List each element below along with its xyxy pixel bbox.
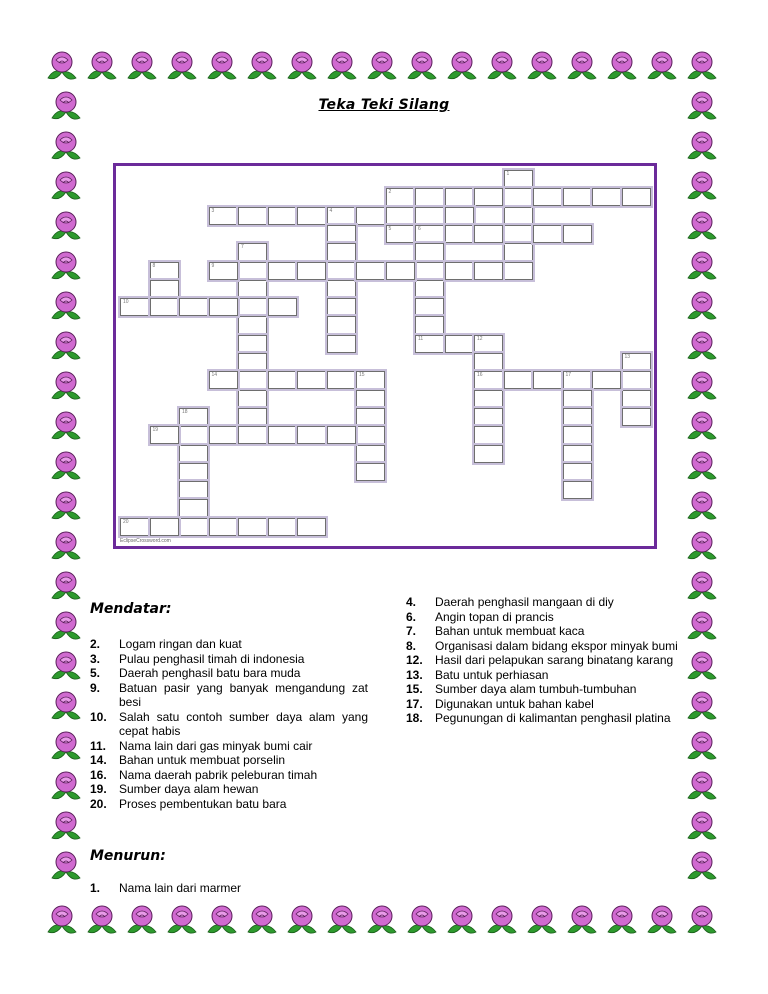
clue-text: Bahan untuk membuat kaca	[435, 624, 585, 638]
rose-icon	[284, 48, 320, 84]
rose-icon	[48, 688, 84, 724]
crossword-cell[interactable]	[563, 445, 592, 463]
rose-icon	[48, 408, 84, 444]
crossword-cell[interactable]	[445, 262, 474, 280]
crossword-cell[interactable]	[238, 243, 267, 261]
clue-number: 9.	[90, 680, 101, 695]
grid-credit: EclipseCrossword.com	[120, 538, 171, 544]
clue-number: 15.	[406, 682, 423, 696]
crossword-cell[interactable]	[327, 316, 356, 334]
crossword-cell[interactable]	[179, 426, 208, 444]
rose-icon	[48, 128, 84, 164]
clue-text: Daerah penghasil batu bara muda	[119, 666, 301, 680]
crossword-cell[interactable]	[150, 298, 179, 316]
rose-icon	[684, 208, 720, 244]
crossword-cell[interactable]	[327, 371, 356, 389]
crossword-cell[interactable]	[563, 390, 592, 408]
rose-icon	[684, 288, 720, 324]
down-heading: Menurun:	[90, 848, 166, 864]
clue-number: 6.	[406, 609, 417, 624]
crossword-cell[interactable]	[504, 225, 533, 243]
clue-number: 2.	[90, 637, 101, 651]
crossword-cell[interactable]	[474, 225, 503, 243]
clue-item	[406, 595, 678, 610]
rose-icon	[48, 208, 84, 244]
clue-number: 5.	[90, 666, 101, 680]
crossword-cell[interactable]	[474, 371, 503, 389]
rose-icon	[364, 902, 400, 938]
rose-icon	[48, 448, 84, 484]
crossword-cell[interactable]	[356, 445, 385, 463]
rose-icon	[564, 902, 600, 938]
down-clue-list	[406, 595, 678, 726]
crossword-cell[interactable]	[504, 207, 533, 225]
crossword-cell[interactable]	[179, 463, 208, 481]
crossword-cell[interactable]	[445, 225, 474, 243]
crossword-cell[interactable]	[327, 243, 356, 261]
crossword-cell[interactable]	[622, 371, 651, 389]
crossword-cell[interactable]	[474, 188, 503, 206]
crossword-cell[interactable]	[238, 426, 267, 444]
rose-icon	[48, 288, 84, 324]
crossword-cell[interactable]	[533, 188, 562, 206]
rose-icon	[204, 902, 240, 938]
clue-number: 11.	[90, 738, 107, 753]
down-clue-list-start	[90, 881, 368, 896]
clue-number: 3.	[90, 651, 101, 666]
crossword-cell[interactable]	[327, 225, 356, 243]
clue-number: 4	[329, 207, 333, 214]
clue-item	[90, 681, 368, 710]
crossword-cell[interactable]	[209, 298, 238, 316]
crossword-cell[interactable]	[209, 426, 238, 444]
crossword-grid	[113, 163, 657, 549]
clue-number: 8.	[406, 638, 417, 653]
crossword-cell[interactable]	[474, 426, 503, 444]
crossword-cell[interactable]	[327, 298, 356, 316]
clue-number: 20.	[90, 796, 107, 811]
crossword-cell[interactable]	[415, 243, 444, 261]
page-title: Teka Teki Silang	[318, 97, 450, 113]
clue-number: 14.	[90, 753, 107, 767]
clue-item	[406, 711, 678, 726]
crossword-cell[interactable]	[356, 262, 385, 280]
clue-number: 20	[123, 518, 129, 525]
clue-text: Batu untuk perhiasan	[435, 667, 549, 682]
clue-number: 19.	[90, 782, 107, 796]
rose-icon	[684, 128, 720, 164]
clue-number: 18	[182, 408, 188, 415]
crossword-cell[interactable]	[356, 408, 385, 426]
clue-number: 7.	[406, 624, 417, 638]
crossword-cell[interactable]	[592, 371, 621, 389]
crossword-cell[interactable]	[533, 371, 562, 389]
rose-icon	[404, 48, 440, 84]
clue-text: Digunakan untuk bahan kabel	[435, 696, 594, 711]
rose-icon	[524, 48, 560, 84]
rose-icon	[684, 408, 720, 444]
crossword-cell[interactable]	[474, 335, 503, 353]
clue-item	[90, 768, 368, 783]
crossword-cell[interactable]	[622, 408, 651, 426]
clue-number: 5	[388, 225, 392, 232]
rose-icon	[48, 528, 84, 564]
rose-icon	[48, 168, 84, 204]
clue-number: 6	[418, 225, 421, 232]
crossword-cell[interactable]	[415, 225, 444, 243]
crossword-cell[interactable]	[474, 262, 503, 280]
clue-text: Hasil dari pelapukan sarang binatang karang	[435, 653, 674, 667]
bottom-border	[44, 898, 724, 942]
crossword-cell[interactable]	[120, 298, 149, 316]
crossword-cell[interactable]	[474, 390, 503, 408]
crossword-cell[interactable]	[445, 335, 474, 353]
rose-icon	[48, 328, 84, 364]
crossword-cell[interactable]	[386, 188, 415, 206]
crossword-cell[interactable]	[179, 499, 208, 517]
clue-item	[406, 624, 678, 639]
rose-icon	[684, 768, 720, 804]
clue-number: 2	[388, 189, 392, 196]
rose-icon	[484, 48, 520, 84]
clue-number: 9	[211, 262, 215, 269]
clue-number: 19	[152, 427, 159, 434]
crossword-cell[interactable]	[415, 298, 444, 316]
crossword-cell[interactable]	[209, 207, 238, 225]
crossword-cell[interactable]	[268, 262, 297, 280]
crossword-cell[interactable]	[474, 353, 503, 371]
rose-icon	[48, 608, 84, 644]
crossword-cell[interactable]	[622, 188, 651, 206]
rose-icon	[284, 902, 320, 938]
crossword-cell[interactable]	[356, 207, 385, 225]
top-border	[44, 44, 724, 88]
crossword-cell[interactable]	[297, 371, 326, 389]
crossword-cell[interactable]	[268, 298, 297, 316]
rose-icon	[48, 368, 84, 404]
clue-number: 13.	[406, 667, 423, 682]
crossword-cell[interactable]	[533, 225, 562, 243]
clue-item	[90, 881, 368, 896]
crossword-cell[interactable]	[415, 316, 444, 334]
rose-icon	[164, 902, 200, 938]
crossword-cell[interactable]	[268, 371, 297, 389]
clue-number: 12.	[406, 653, 423, 667]
crossword-cell[interactable]	[415, 262, 444, 280]
crossword-cell[interactable]	[297, 207, 326, 225]
clue-text: Salah satu contoh sumber daya alam yang cepat habis	[119, 709, 368, 738]
rose-icon	[564, 48, 600, 84]
clue-number: 12	[477, 335, 483, 342]
clue-item	[406, 610, 678, 625]
crossword-cell[interactable]	[474, 445, 503, 463]
clue-number: 16	[477, 372, 483, 379]
crossword-cell[interactable]	[238, 335, 267, 353]
crossword-cell[interactable]	[179, 445, 208, 463]
crossword-cell[interactable]	[386, 262, 415, 280]
rose-icon	[48, 808, 84, 844]
crossword-cell[interactable]	[415, 335, 444, 353]
crossword-cell[interactable]	[297, 426, 326, 444]
crossword-cell[interactable]	[238, 518, 267, 536]
crossword-cell[interactable]	[327, 262, 356, 280]
clue-item	[90, 710, 368, 739]
crossword-cell[interactable]	[150, 426, 179, 444]
rose-icon	[48, 848, 84, 884]
rose-icon	[684, 248, 720, 284]
rose-icon	[484, 902, 520, 938]
crossword-cell[interactable]	[268, 426, 297, 444]
rose-icon	[444, 48, 480, 84]
right-border	[680, 44, 724, 942]
clue-text: Organisasi dalam bidang ekspor minyak bumi	[435, 638, 678, 653]
crossword-cell[interactable]	[563, 463, 592, 481]
crossword-cell[interactable]	[238, 390, 267, 408]
crossword-cell[interactable]	[120, 518, 149, 536]
rose-icon	[684, 168, 720, 204]
clue-number: 4.	[406, 595, 417, 609]
crossword-cell[interactable]	[415, 207, 444, 225]
crossword-cell[interactable]	[386, 225, 415, 243]
clue-text: Bahan untuk membuat porselin	[119, 753, 286, 767]
clue-number: 14	[211, 372, 218, 379]
clue-text: Sumber daya alam tumbuh-tumbuhan	[435, 682, 637, 696]
clue-text: Nama daerah pabrik peleburan timah	[119, 767, 318, 782]
rose-icon	[684, 688, 720, 724]
clue-item	[90, 797, 368, 812]
clue-item	[90, 782, 368, 797]
clue-item	[90, 652, 368, 667]
rose-icon	[48, 568, 84, 604]
crossword-cell[interactable]	[179, 518, 208, 536]
rose-icon	[684, 728, 720, 764]
crossword-cell[interactable]	[209, 262, 238, 280]
crossword-cell[interactable]	[445, 188, 474, 206]
clue-item	[90, 666, 368, 681]
rose-icon	[444, 902, 480, 938]
rose-icon	[684, 448, 720, 484]
rose-icon	[684, 648, 720, 684]
crossword-cell[interactable]	[563, 481, 592, 499]
crossword-cell[interactable]	[268, 518, 297, 536]
rose-icon	[404, 902, 440, 938]
crossword-cell[interactable]	[238, 371, 267, 389]
crossword-cell[interactable]	[415, 188, 444, 206]
clue-item	[406, 639, 678, 654]
crossword-cell[interactable]	[356, 463, 385, 481]
clue-number: 1	[506, 171, 510, 177]
crossword-cell[interactable]	[238, 298, 267, 316]
rose-icon	[684, 808, 720, 844]
crossword-cell[interactable]	[474, 408, 503, 426]
rose-icon	[124, 48, 160, 84]
crossword-cell[interactable]	[563, 408, 592, 426]
crossword-cell[interactable]	[563, 188, 592, 206]
clue-number: 3	[211, 207, 215, 214]
rose-icon	[48, 768, 84, 804]
crossword-cell[interactable]	[209, 371, 238, 389]
clue-number: 8	[152, 262, 156, 269]
rose-icon	[124, 902, 160, 938]
crossword-cell[interactable]	[150, 518, 179, 536]
crossword-cell[interactable]	[415, 280, 444, 298]
clue-text: Daerah penghasil mangaan di diy	[435, 595, 614, 609]
rose-icon	[684, 528, 720, 564]
clue-item	[406, 697, 678, 712]
crossword-cell[interactable]	[592, 188, 621, 206]
clue-item	[406, 682, 678, 697]
crossword-cell[interactable]	[238, 262, 267, 280]
crossword-cell[interactable]	[209, 518, 238, 536]
left-border	[44, 44, 88, 942]
crossword-cell[interactable]	[238, 207, 267, 225]
crossword-cell[interactable]	[356, 426, 385, 444]
across-clue-list	[90, 637, 368, 811]
crossword-cell[interactable]	[297, 518, 326, 536]
rose-icon	[48, 728, 84, 764]
crossword-cell[interactable]	[268, 207, 297, 225]
crossword-cell[interactable]	[563, 225, 592, 243]
crossword-cell[interactable]	[238, 353, 267, 371]
crossword-cell[interactable]	[179, 408, 208, 426]
across-heading: Mendatar:	[90, 601, 172, 617]
crossword-cell[interactable]	[297, 262, 326, 280]
crossword-cell[interactable]	[238, 408, 267, 426]
crossword-cell[interactable]	[356, 390, 385, 408]
clue-number: 16.	[90, 767, 107, 782]
crossword-cell[interactable]	[327, 426, 356, 444]
clue-text: Pegunungan di kalimantan penghasil platina	[435, 711, 671, 725]
clue-text: Proses pembentukan batu bara	[119, 796, 287, 811]
rose-icon	[48, 648, 84, 684]
crossword-cell[interactable]	[238, 316, 267, 334]
clue-item	[90, 739, 368, 754]
crossword-cell[interactable]	[622, 390, 651, 408]
rose-icon	[164, 48, 200, 84]
clue-item	[406, 653, 678, 668]
rose-icon	[324, 902, 360, 938]
rose-icon	[644, 902, 680, 938]
clue-text: Logam ringan dan kuat	[119, 637, 242, 651]
crossword-cell[interactable]	[504, 243, 533, 261]
rose-icon	[524, 902, 560, 938]
crossword-cell[interactable]	[179, 481, 208, 499]
clue-text: Nama lain dari gas minyak bumi cair	[119, 738, 313, 753]
rose-icon	[324, 48, 360, 84]
clue-text: Batuan pasir yang banyak mengandung zat besi	[119, 680, 368, 709]
rose-icon	[364, 48, 400, 84]
rose-icon	[604, 902, 640, 938]
clue-number: 1.	[90, 881, 101, 895]
rose-icon	[84, 902, 120, 938]
rose-icon	[684, 608, 720, 644]
crossword-cell[interactable]	[150, 262, 179, 280]
crossword-cell[interactable]	[327, 207, 356, 225]
clue-item	[406, 668, 678, 683]
crossword-cell[interactable]	[504, 188, 533, 206]
rose-icon	[244, 48, 280, 84]
clue-text: Sumber daya alam hewan	[119, 782, 259, 796]
crossword-cell[interactable]	[504, 262, 533, 280]
rose-icon	[84, 48, 120, 84]
crossword-cell[interactable]	[504, 170, 533, 188]
rose-icon	[48, 488, 84, 524]
clue-number: 15	[359, 372, 365, 379]
rose-icon	[684, 328, 720, 364]
clue-text: Pulau penghasil timah di indonesia	[119, 651, 305, 666]
rose-icon	[48, 248, 84, 284]
clue-text: Angin topan di prancis	[435, 609, 554, 624]
crossword-cell[interactable]	[445, 207, 474, 225]
rose-icon	[204, 48, 240, 84]
crossword-cell[interactable]	[563, 371, 592, 389]
crossword-cell[interactable]	[386, 207, 415, 225]
rose-icon	[684, 568, 720, 604]
rose-icon	[604, 48, 640, 84]
crossword-cell[interactable]	[179, 298, 208, 316]
crossword-cell[interactable]	[327, 335, 356, 353]
clue-number: 10.	[90, 709, 107, 724]
clue-number: 17.	[406, 696, 423, 711]
clue-text: Nama lain dari marmer	[119, 881, 242, 895]
rose-icon	[684, 848, 720, 884]
clue-number: 7	[241, 244, 244, 251]
crossword-cell[interactable]	[563, 426, 592, 444]
rose-icon	[684, 368, 720, 404]
crossword-cell[interactable]	[327, 280, 356, 298]
crossword-cell[interactable]	[238, 280, 267, 298]
rose-icon	[644, 48, 680, 84]
clue-number: 13	[624, 354, 631, 360]
clue-number: 11	[418, 335, 424, 342]
crossword-cell[interactable]	[150, 280, 179, 298]
crossword-cell[interactable]	[356, 371, 385, 389]
clue-number: 17	[565, 372, 572, 379]
clue-number: 10	[123, 299, 129, 306]
rose-icon	[244, 902, 280, 938]
clue-item	[90, 637, 368, 652]
crossword-cell[interactable]	[622, 353, 651, 371]
crossword-cell[interactable]	[504, 371, 533, 389]
clue-number: 18.	[406, 711, 423, 725]
clue-item	[90, 753, 368, 768]
rose-icon	[684, 488, 720, 524]
